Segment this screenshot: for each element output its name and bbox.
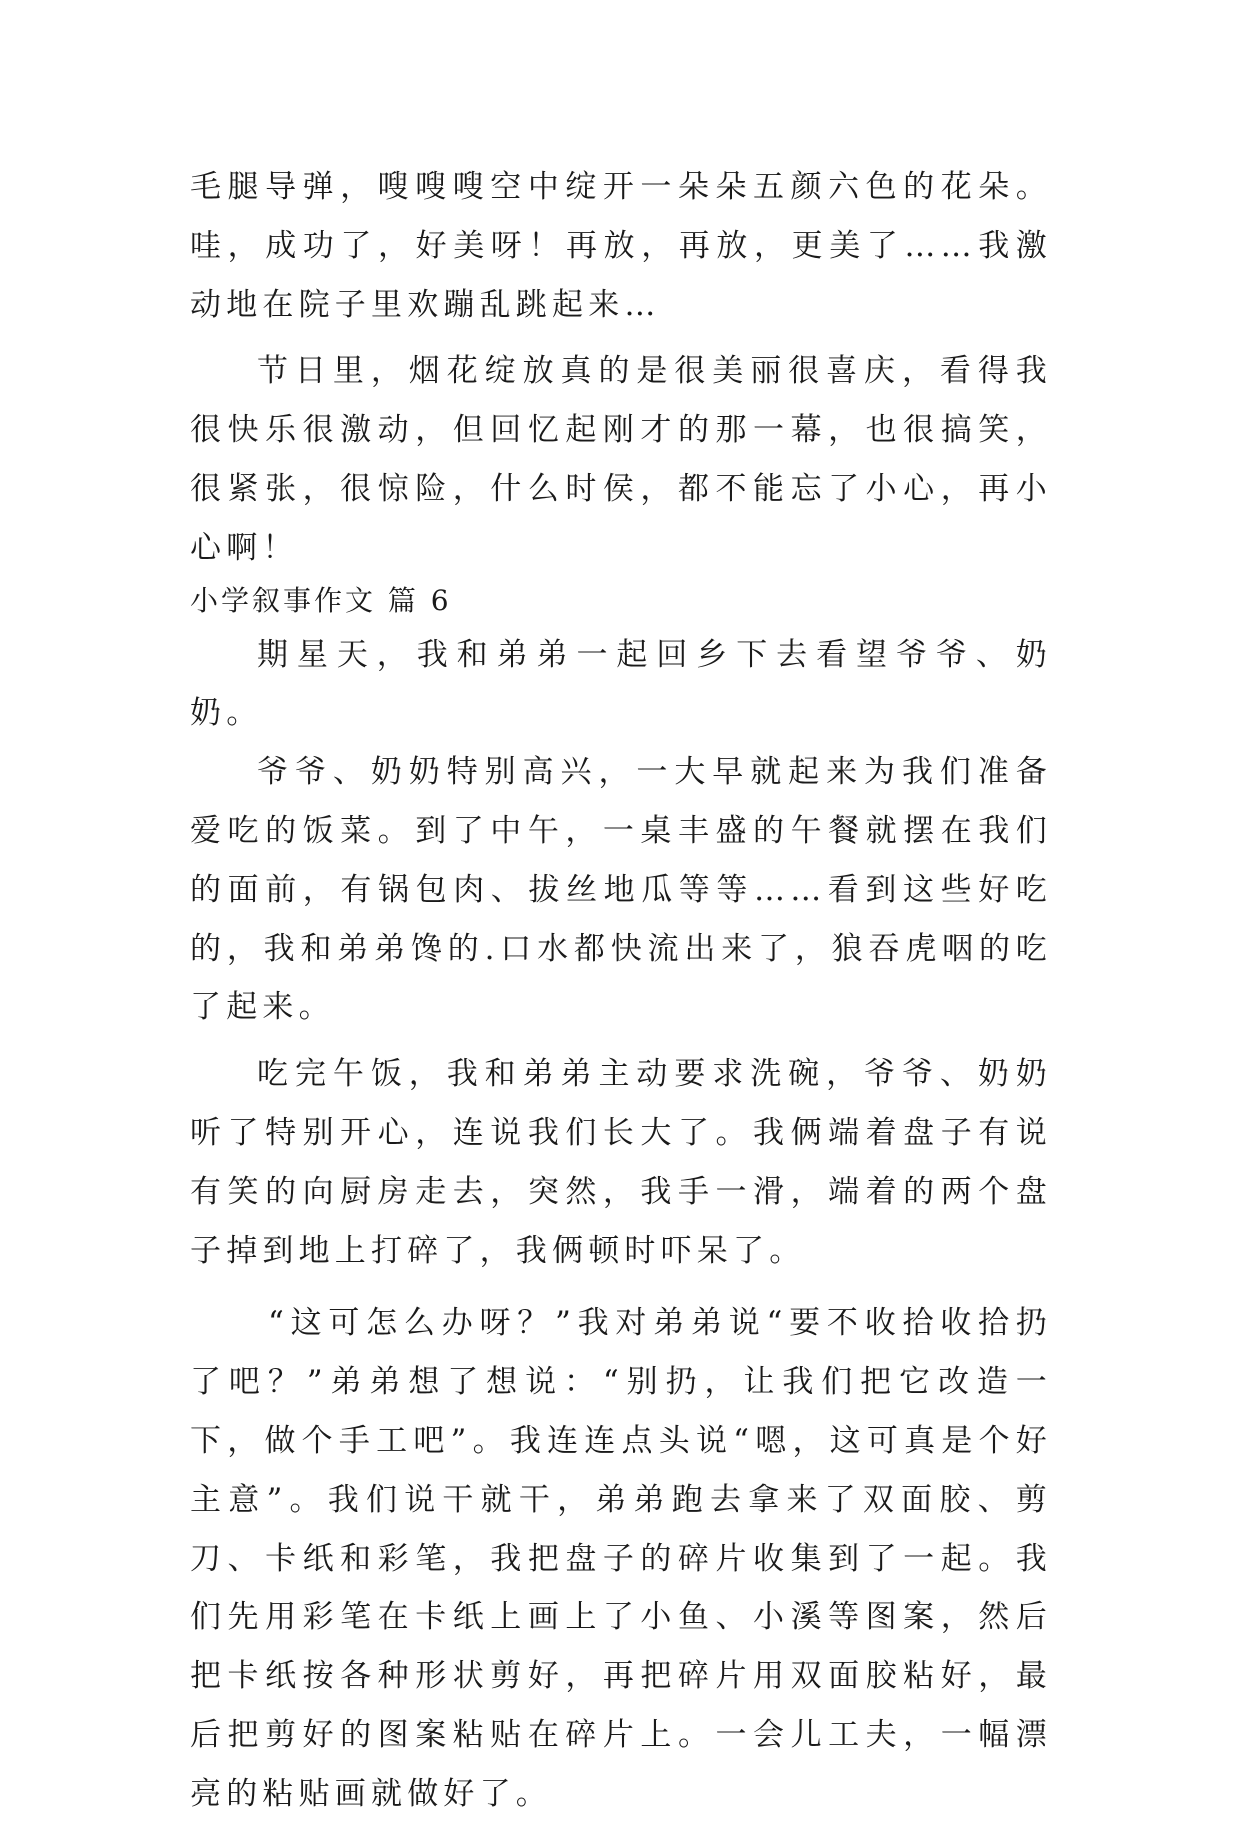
paragraph-visit-grandparents: 期星天，我和弟弟一起回乡下去看望爷爷、奶奶。 <box>190 636 1052 732</box>
paragraph-fireworks-conclusion: 节日里，烟花绽放真的是很美丽很喜庆，看得我很快乐很激动，但回忆起刚才的那一幕，也很搞笑，很紧张，很惊险，什么时侯，都不能忘了小心，再小心啊！ <box>190 353 1052 566</box>
paragraph-fireworks-continued: 毛腿导弹，嗖嗖嗖空中绽开一朵朵五颜六色的花朵。哇，成功了，好美呀！再放，再放，更美了……我激动地在院子里欢蹦乱跳起来… <box>190 169 1052 323</box>
section-heading: 小学叙事作文 篇 6 <box>190 583 452 617</box>
article-body <box>190 158 1052 1824</box>
paragraph-washing-dishes: 吃完午饭，我和弟弟主动要求洗碗，爷爷、奶奶听了特别开心，连说我们长大了。我俩端着盘子有说有笑的向厨房走去，突然，我手一滑，端着的两个盘子掉到地上打碎了，我俩顿时吓呆了。 <box>190 1056 1052 1269</box>
paragraph-handcraft: “这可怎么办呀？”我对弟弟说“要不收拾收拾扔了吧？”弟弟想了想说：“别扔，让我们把它改造一下，做个手工吧”。我连连点头说“嗯，这可真是个好主意”。我们说干就干，弟弟跑去拿来了双面胶、剪刀、卡纸和彩笔，我把盘子的碎片收集到了一起。我们先用彩笔在卡纸上画上了小鱼、小溪等图案，然后把卡纸按各种形状剪好，再把碎片用双面胶粘好，最后把剪好的图案粘贴在碎片上。一会儿工夫，一幅漂亮的粘贴画就做好了。 <box>190 1305 1052 1812</box>
paragraph-lunch: 爷爷、奶奶特别高兴，一大早就起来为我们准备爱吃的饭菜。到了中午，一桌丰盛的午餐就摆在我们的面前，有锅包肉、拔丝地瓜等等……看到这些好吃的，我和弟弟馋的.口水都快流出来了，狼吞虎咽的吃了起来。 <box>190 754 1052 1026</box>
